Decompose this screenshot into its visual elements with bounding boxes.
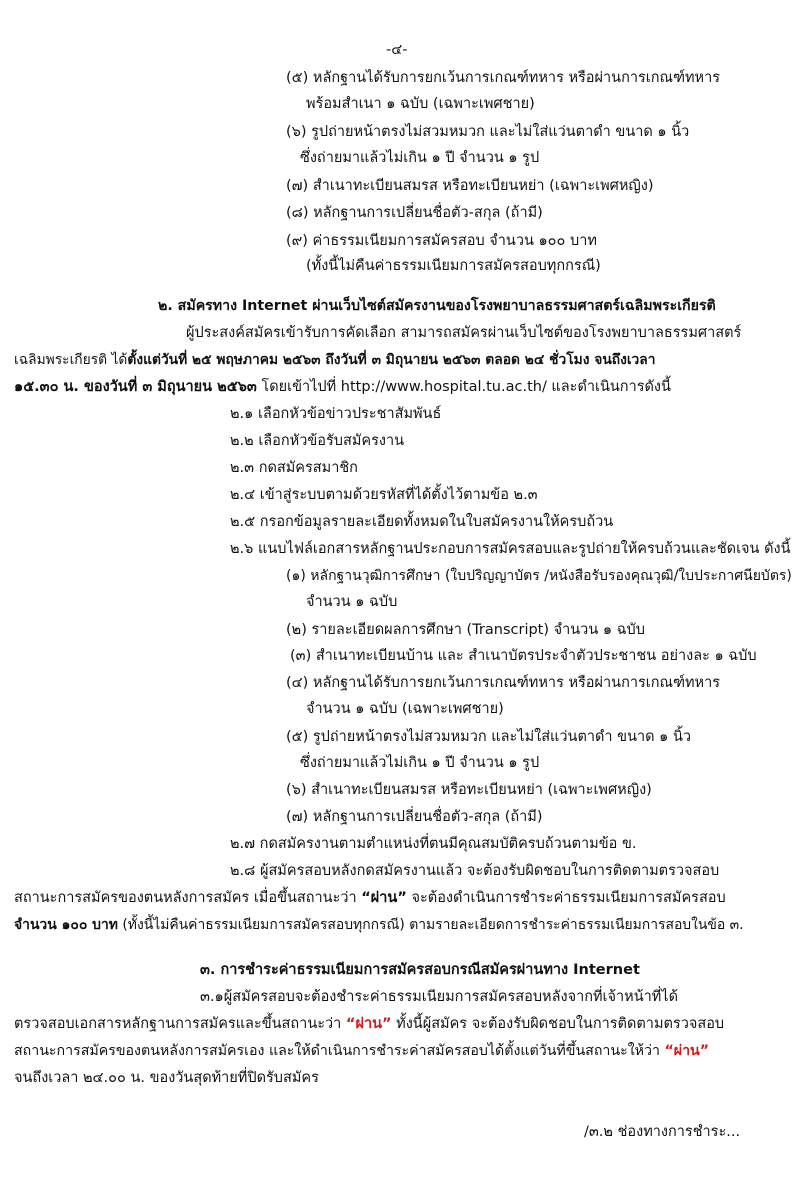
step-item: ๒.๕ กรอกข้อมูลรายละเอียดทั้งหมดในใบสมัครงานให้ครบถ้วน xyxy=(230,514,614,530)
status-pass: “ผ่าน” xyxy=(361,890,407,906)
text: ทั้งนี้ผู้สมัคร จะต้องรับผิดชอบในการติดตามตรวจสอบ xyxy=(391,1016,725,1032)
list-item: (๗) สำเนาทะเบียนสมรส หรือทะเบียนหย่า (เฉพาะเพศหญิง) xyxy=(286,178,654,194)
text: ตรวจสอบเอกสารหลักฐานการสมัครและขึ้นสถานะว่า xyxy=(14,1016,346,1032)
attachment-item: (๓) สำเนาทะเบียนบ้าน และ สำเนาบัตรประจำตัวประชาชน อย่างละ ๑ ฉบับ xyxy=(290,648,757,664)
attachment-item: จำนวน ๑ ฉบับ xyxy=(306,594,398,610)
step-item: ๒.๔ เข้าสู่ระบบตามด้วยรหัสที่ได้ตั้งไว้ตามข้อ ๒.๓ xyxy=(230,487,538,503)
section2-intro-line2 xyxy=(14,350,656,370)
step-item: ๒.๘ ผู้สมัครสอบหลังกดสมัครงานแล้ว จะต้องรับผิดชอบในการติดตามตรวจสอบ xyxy=(230,863,720,879)
list-item: (ทั้งนี้ไม่คืนค่าธรรมเนียมการสมัครสอบทุกกรณี) xyxy=(306,258,601,274)
section2-intro-line1: ผู้ประสงค์สมัครเข้ารับการคัดเลือก สามารถสมัครผ่านเว็บไซต์ของโรงพยาบาลธรรมศาสตร์ xyxy=(186,325,742,341)
attachment-item: (๒) รายละเอียดผลการศึกษา (Transcript) จำนวน ๑ ฉบับ xyxy=(286,622,645,638)
text: สถานะการสมัครของตนหลังการสมัครเอง และให้ดำเนินการชำระค่าสมัครสอบได้ตั้งแต่วันที่ขึ้นสถานะให้ว่า xyxy=(14,1043,665,1059)
section2-intro-line3 xyxy=(14,377,671,397)
text: (ทั้งนี้ไม่คืนค่าธรรมเนียมการสมัครสอบทุกกรณี) ตามรายละเอียดการชำระค่าธรรมเนียมการสอบในข้อ ๓. xyxy=(117,917,744,933)
attachment-item: ซึ่งถ่ายมาแล้วไม่เกิน ๑ ปี จำนวน ๑ รูป xyxy=(300,755,540,771)
section3-heading: ๓. การชำระค่าธรรมเนียมการสมัครสอบกรณีสมัครผ่านทาง Internet xyxy=(200,962,640,978)
list-item: พร้อมสำเนา ๑ ฉบับ (เฉพาะเพศชาย) xyxy=(306,96,535,112)
attachment-item: (๑) หลักฐานวุฒิการศึกษา (ใบปริญญาบัตร /หนังสือรับรองคุณวุฒิ/ใบประกาศนียบัตร) xyxy=(286,568,792,584)
list-item: (๖) รูปถ่ายหน้าตรงไม่สวมหมวก และไม่ใส่แว่นตาดำ ขนาด ๑ นิ้ว xyxy=(286,124,690,140)
step8-line3 xyxy=(14,915,744,935)
status-pass: “ผ่าน” xyxy=(664,1043,710,1059)
status-pass: “ผ่าน” xyxy=(345,1016,392,1032)
step-item: ๒.๓ กดสมัครสมาชิก xyxy=(230,460,358,476)
date-range: ตั้งแต่วันที่ ๒๕ พฤษภาคม ๒๕๖๓ ถึงวันที่ ๓ มิถุนายน ๒๕๖๓ ตลอด ๒๔ ชั่วโมง จนถึงเวลา xyxy=(127,352,656,368)
list-item: (๘) หลักฐานการเปลี่ยนชื่อตัว-สกุล (ถ้ามี) xyxy=(286,205,543,221)
section3-p1-line2 xyxy=(14,1014,724,1034)
text: สถานะการสมัครของตนหลังการสมัคร เมื่อขึ้นสถานะว่า xyxy=(14,890,362,906)
step-item: ๒.๖ แนบไฟล์เอกสารหลักฐานประกอบการสมัครสอบและรูปถ่ายให้ครบถ้วนและชัดเจน ดังนี้ xyxy=(230,541,791,557)
step-item: ๒.๑ เลือกหัวข้อข่าวประชาสัมพันธ์ xyxy=(230,406,442,422)
list-item: ซึ่งถ่ายมาแล้วไม่เกิน ๑ ปี จำนวน ๑ รูป xyxy=(300,150,540,166)
website-text: โดยเข้าไปที่ http://www.hospital.tu.ac.th/ และดำเนินการดังนี้ xyxy=(256,379,671,395)
step8-line2 xyxy=(14,888,726,908)
step-item: ๒.๒ เลือกหัวข้อรับสมัครงาน xyxy=(230,433,405,449)
section2-heading: ๒. สมัครทาง Internet ผ่านเว็บไซต์สมัครงานของโรงพยาบาลธรรมศาสตร์เฉลิมพระเกียรติ xyxy=(158,298,716,314)
list-item: (๕) หลักฐานได้รับการยกเว้นการเกณฑ์ทหาร หรือผ่านการเกณฑ์ทหาร xyxy=(286,70,721,86)
intro-text: เฉลิมพระเกียรติ ได้ xyxy=(14,352,128,368)
section3-p1-line1: ๓.๑ผู้สมัครสอบจะต้องชำระค่าธรรมเนียมการสมัครสอบหลังจากที่เจ้าหน้าที่ได้ xyxy=(200,989,679,1005)
text: จะต้องดำเนินการชำระค่าธรรมเนียมการสมัครสอบ xyxy=(406,890,726,906)
fee-amount: จำนวน ๑๐๐ บาท xyxy=(14,917,118,933)
attachment-item: (๕) รูปถ่ายหน้าตรงไม่สวมหมวก และไม่ใส่แว่นตาดำ ขนาด ๑ นิ้ว xyxy=(286,729,692,745)
attachment-item: (๔) หลักฐานได้รับการยกเว้นการเกณฑ์ทหาร หรือผ่านการเกณฑ์ทหาร xyxy=(286,675,721,691)
deadline: ๑๕.๓๐ น. ของวันที่ ๓ มิถุนายน ๒๕๖๓ xyxy=(14,379,257,395)
continuation-marker: /๓.๒ ช่องทางการชำระ... xyxy=(584,1124,741,1140)
page-number: -๔- xyxy=(386,42,408,58)
step-item: ๒.๗ กดสมัครงานตามตำแหน่งที่ตนมีคุณสมบัติครบถ้วนตามข้อ ข. xyxy=(230,836,637,852)
section3-p1-line4: จนถึงเวลา ๒๔.๐๐ น. ของวันสุดท้ายที่ปิดรับสมัคร xyxy=(14,1070,319,1086)
section3-p1-line3 xyxy=(14,1041,709,1061)
attachment-item: จำนวน ๑ ฉบับ (เฉพาะเพศชาย) xyxy=(306,701,504,717)
attachment-item: (๗) หลักฐานการเปลี่ยนชื่อตัว-สกุล (ถ้ามี) xyxy=(286,809,543,825)
list-item: (๙) ค่าธรรมเนียมการสมัครสอบ จำนวน ๑๐๐ บาท xyxy=(286,233,597,249)
attachment-item: (๖) สำเนาทะเบียนสมรส หรือทะเบียนหย่า (เฉพาะเพศหญิง) xyxy=(286,782,652,798)
